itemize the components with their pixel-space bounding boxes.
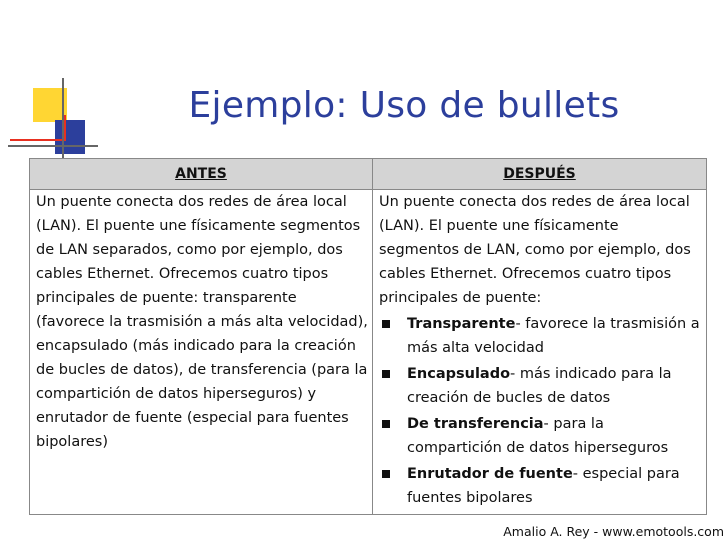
bullet-item [379, 462, 702, 510]
bullet-term: Transparente [407, 316, 516, 332]
footer-credit: Amalio A. Rey - www.emotools.com [503, 524, 724, 539]
bullet-desc: - más indicado para la creación de bucles de datos [407, 366, 672, 406]
bullet-item [379, 412, 702, 460]
antes-paragraph: Un puente conecta dos redes de área local (LAN). El puente une físicamente segmentos de LAN separados, como por ejemplo, dos cables Ethernet. Ofrecemos cuatro tipos principales de puente: transparente (favorece la trasmisión a más alta velocidad), encapsulado (más indicado para la creación de bucles de datos), de transferencia (para la compartición de datos hiperseguros) y enrutador de fuente (especial para fuentes bipolares) [36, 194, 368, 450]
bullet-desc: - especial para fuentes bipolares [407, 466, 680, 506]
bullet-desc: - para la compartición de datos hiperseguros [407, 416, 669, 456]
antes-cell [30, 190, 373, 515]
square-bullet-icon [382, 420, 390, 428]
slide-title: Ejemplo: Uso de bullets [188, 85, 620, 126]
bullet-term: De transferencia [407, 416, 544, 432]
table-row [30, 190, 707, 515]
comparison-table [29, 158, 707, 515]
square-bullet-icon [382, 470, 390, 478]
decorative-horizontal-line [8, 145, 98, 147]
bullet-item [379, 312, 702, 360]
bullet-list [379, 312, 702, 510]
header-despues: DESPUÉS [373, 159, 707, 190]
despues-cell [373, 190, 707, 515]
bullet-term: Enrutador de fuente [407, 466, 573, 482]
square-bullet-icon [382, 370, 390, 378]
bullet-term: Encapsulado [407, 366, 511, 382]
table-header-row [30, 159, 707, 190]
despues-intro: Un puente conecta dos redes de área local (LAN). El puente une físicamente segmentos de LAN, como por ejemplo, dos cables Ethernet. Ofrecemos cuatro tipos principales de puente: [379, 194, 691, 306]
square-bullet-icon [382, 320, 390, 328]
bullet-item [379, 362, 702, 410]
bullet-desc: - favorece la trasmisión a más alta velocidad [407, 316, 700, 356]
header-antes: ANTES [30, 159, 373, 190]
